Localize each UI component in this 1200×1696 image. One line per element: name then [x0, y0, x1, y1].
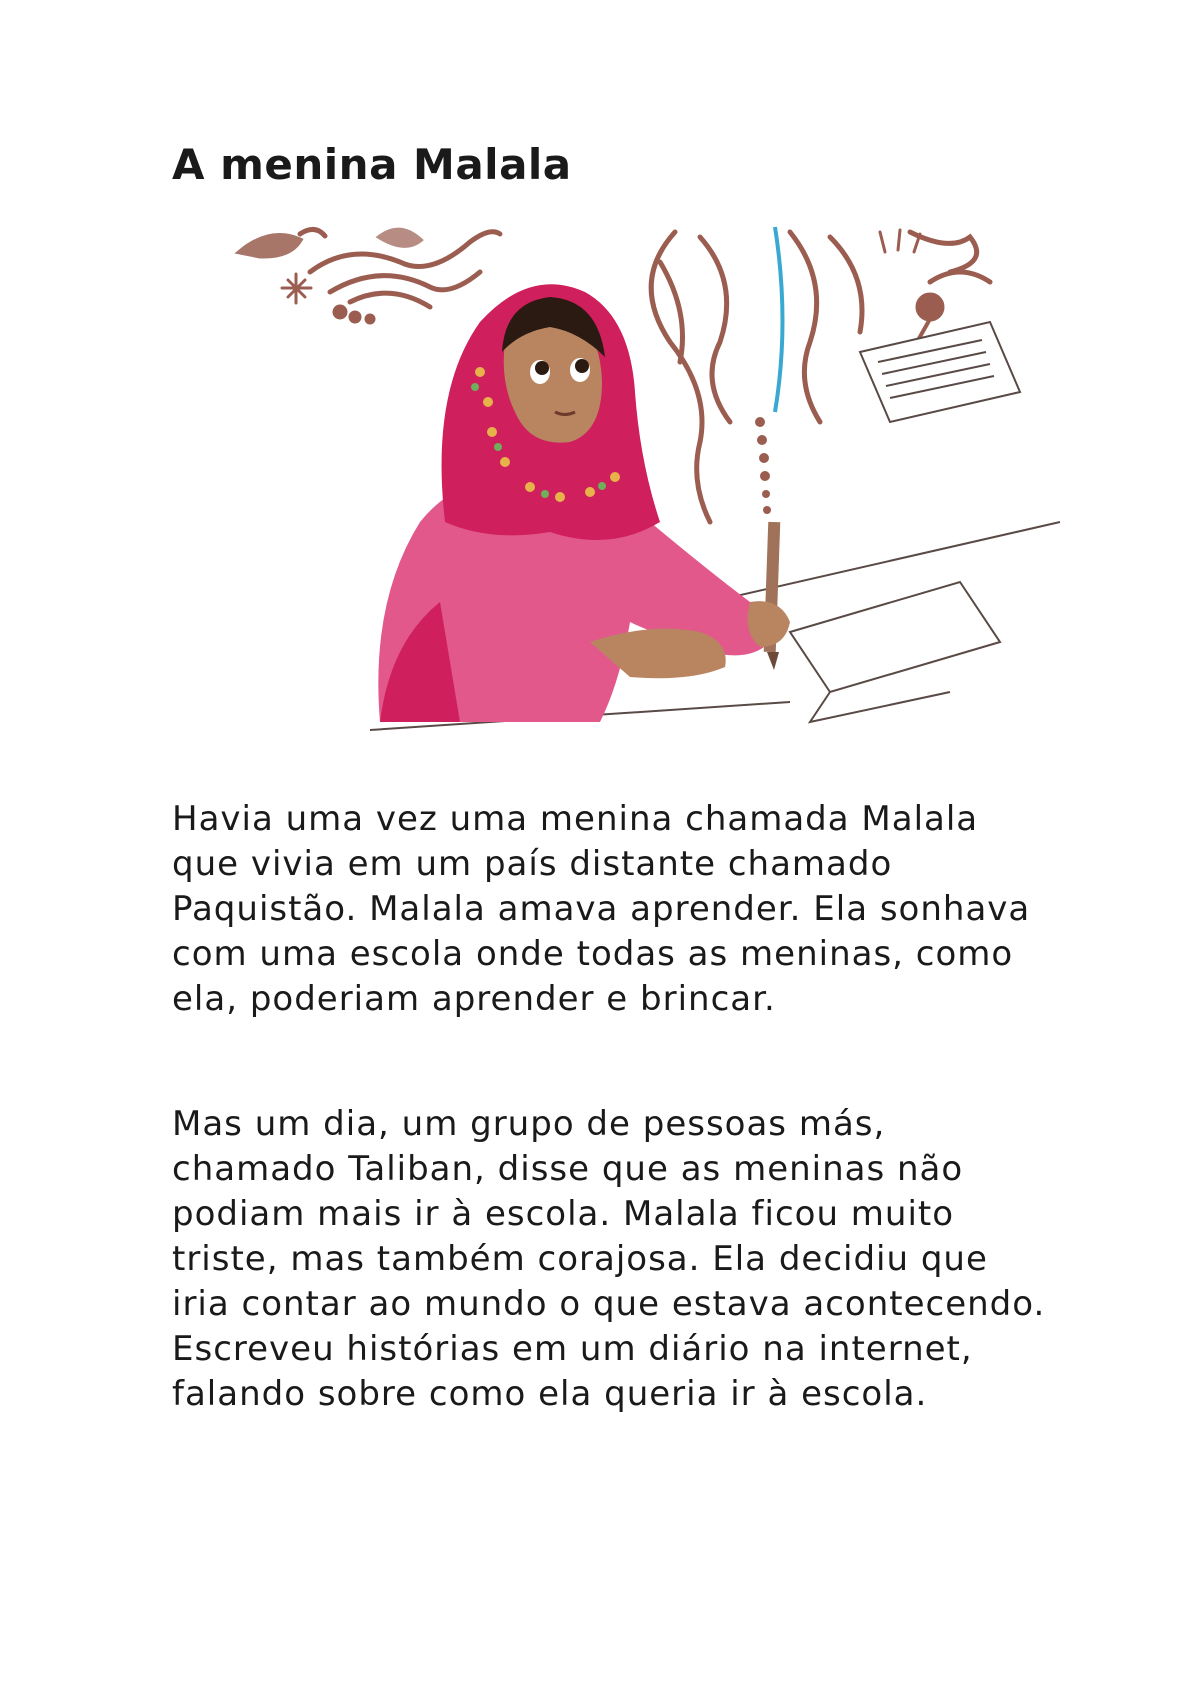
pencil-icon — [764, 522, 781, 670]
ink-trail-icon — [755, 227, 783, 514]
page-title: A menina Malala — [172, 140, 572, 189]
story-paragraph-1: Havia uma vez uma menina chamada Malala que vivia em um país distante chamado Paquistão. Malala amava aprender. Ela sonhava com uma escola onde todas as meninas, como ela, poderiam aprender e brincar. — [172, 799, 1031, 1019]
girl-figure-icon — [378, 284, 790, 722]
henna-swirl-left-icon — [240, 229, 500, 322]
girl-writing-illustration-icon — [230, 222, 1070, 732]
story-paragraph-2: Mas um dia, um grupo de pessoas más, chamado Taliban, disse que as meninas não podiam mais ir à escola. Malala ficou muito triste, mas também corajosa. Ela decidiu que iria contar ao mundo o que estava acontecendo. Escreveu histórias em um diário na internet, falando sobre como ela queria ir à escola. — [172, 1104, 1046, 1414]
